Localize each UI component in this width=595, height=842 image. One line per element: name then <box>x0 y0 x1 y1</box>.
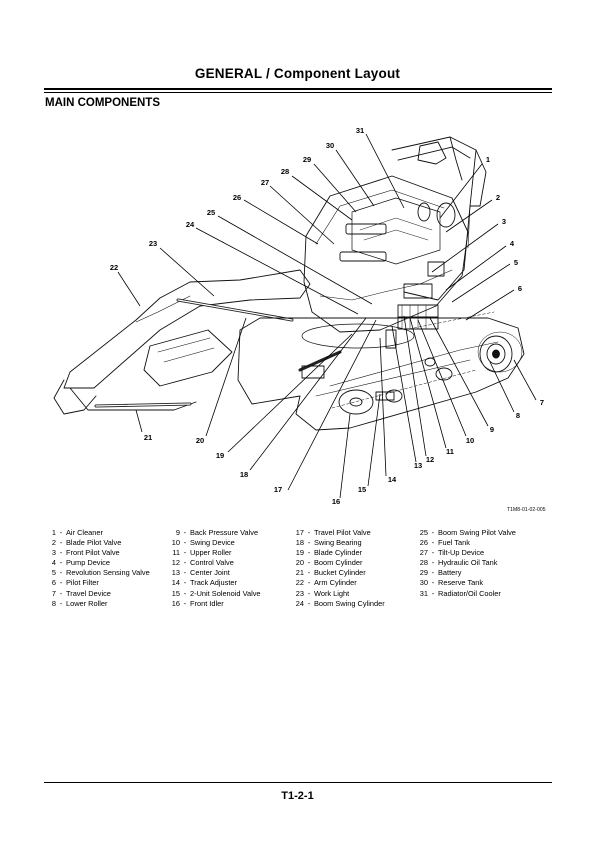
callout-28: 28 <box>280 167 290 176</box>
callout-11: 11 <box>446 447 454 456</box>
legend-item: 21 - Bucket Cylinder <box>295 568 366 578</box>
callout-31: 31 <box>355 126 365 135</box>
callout-14: 14 <box>387 475 397 484</box>
legend-item: 24 - Boom Swing Cylinder <box>295 598 385 608</box>
callout-30: 30 <box>325 141 335 150</box>
legend-item: 23 - Work Light <box>295 588 350 598</box>
callout-16: 16 <box>331 497 341 506</box>
legend-item: 4 - Pump Device <box>51 558 110 568</box>
callout-23: 23 <box>148 239 158 248</box>
callout-22: 22 <box>109 263 119 272</box>
legend-item: 25 - Boom Swing Pilot Valve <box>419 528 516 537</box>
header-rule-thin <box>44 92 552 93</box>
legend-item: 20 - Boom Cylinder <box>295 558 363 568</box>
legend-item: 6 - Pilot Filter <box>51 578 99 588</box>
callout-26: 26 <box>232 193 242 202</box>
legend-column-4 <box>412 528 516 599</box>
legend-item: 18 - Swing Bearing <box>295 538 362 548</box>
legend-item: 3 - Front Pilot Valve <box>51 548 120 558</box>
callout-29: 29 <box>302 155 312 164</box>
legend-item: 1 - Air Cleaner <box>51 528 103 537</box>
header-rule <box>44 88 552 90</box>
callout-19: 19 <box>215 451 225 460</box>
legend-item: 17 - Travel Pilot Valve <box>295 528 371 537</box>
legend-item: 5 - Revolution Sensing Valve <box>51 568 150 578</box>
callout-7: 7 <box>539 398 545 407</box>
callout-4: 4 <box>509 239 515 248</box>
figure-code: T1M8-01-02-005 <box>507 507 546 513</box>
callout-3: 3 <box>501 217 507 226</box>
legend-item: 13 - Center Joint <box>171 568 230 578</box>
legend-item: 2 - Blade Pilot Valve <box>51 538 122 548</box>
callout-18: 18 <box>239 470 249 479</box>
legend-column-3 <box>288 528 385 609</box>
callout-15: 15 <box>357 485 367 494</box>
callout-13: 13 <box>413 461 423 470</box>
callout-numbers <box>110 126 544 506</box>
legend-item: 29 - Battery <box>419 568 462 578</box>
callout-9: 9 <box>489 425 495 434</box>
section-title: MAIN COMPONENTS <box>45 97 160 109</box>
legend-item: 28 - Hydraulic Oil Tank <box>419 558 498 568</box>
excavator-drawing <box>54 137 524 430</box>
footer-rule <box>44 782 552 783</box>
legend-column-2 <box>164 528 261 609</box>
legend-item: 16 - Front Idler <box>171 598 224 608</box>
page-number: T1-2-1 <box>281 790 314 802</box>
legend-item: 11 - Upper Roller <box>172 548 232 558</box>
callout-12: 12 <box>425 455 435 464</box>
legend-item: 27 - Tilt-Up Device <box>419 548 485 558</box>
legend-item: 10 - Swing Device <box>171 538 235 548</box>
legend-item: 19 - Blade Cylinder <box>295 548 363 558</box>
callout-5: 5 <box>513 258 519 267</box>
callout-17: 17 <box>273 485 283 494</box>
legend-item: 14 - Track Adjuster <box>171 578 237 588</box>
legend-item: 31 - Radiator/Oil Cooler <box>419 588 501 598</box>
legend-item: 22 - Arm Cylinder <box>295 578 357 588</box>
callout-21: 21 <box>143 433 153 442</box>
page-title: GENERAL / Component Layout <box>194 66 401 81</box>
excavator-component-diagram <box>0 115 595 520</box>
callout-6: 6 <box>517 284 523 293</box>
callout-8: 8 <box>515 411 521 420</box>
legend-column-1 <box>40 528 150 609</box>
legend-item: 12 - Control Valve <box>171 558 234 568</box>
callout-25: 25 <box>206 208 216 217</box>
legend-item: 26 - Fuel Tank <box>419 538 470 548</box>
legend-item: 8 - Lower Roller <box>51 598 108 608</box>
legend-item: 9 - Back Pressure Valve <box>175 528 259 537</box>
callout-10: 10 <box>465 436 475 445</box>
legend-item: 7 - Travel Device <box>51 588 111 598</box>
callout-1: 1 <box>485 155 491 164</box>
legend-item: 15 - 2-Unit Solenoid Valve <box>171 588 261 598</box>
callout-2: 2 <box>495 193 501 202</box>
callout-20: 20 <box>195 436 205 445</box>
legend-item: 30 - Reserve Tank <box>419 578 484 588</box>
callout-24: 24 <box>185 220 195 229</box>
callout-27: 27 <box>260 178 270 187</box>
